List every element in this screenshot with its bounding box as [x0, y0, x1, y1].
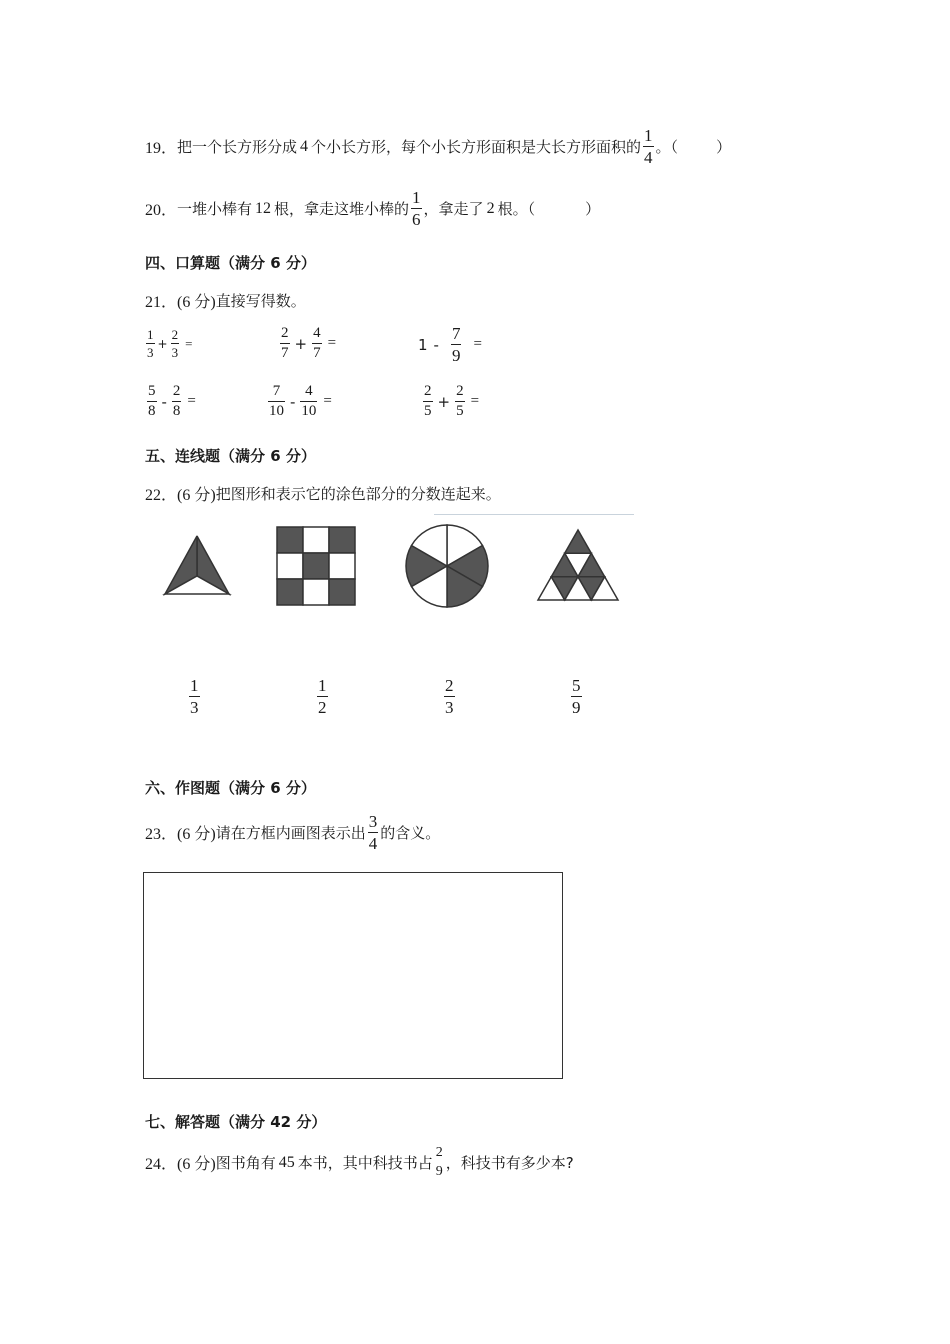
fraction: $\frac{7}{9}$ [451, 324, 461, 365]
operator: - [290, 392, 296, 411]
fraction: $\frac{4}{10}$ [301, 383, 317, 419]
fraction [643, 127, 654, 166]
operator: - [161, 392, 167, 411]
fraction: $\frac{7}{10}$ [269, 383, 284, 419]
equals-sign: = [473, 336, 482, 352]
number: 4 [300, 137, 309, 155]
grid-shape[interactable] [277, 527, 355, 605]
fraction: $\frac{2}{8}$ [172, 383, 181, 419]
fraction: $\frac{2}{7}$ [281, 325, 289, 361]
question-23 [145, 813, 440, 852]
calc-item [145, 384, 196, 419]
calc-item [278, 326, 336, 361]
drawing-box[interactable] [143, 872, 563, 1079]
question-text: 根。（ [497, 200, 536, 218]
operator: - [433, 335, 439, 354]
equals-sign: = [323, 393, 332, 409]
numerator: 1 [412, 188, 421, 207]
equals-sign: = [187, 393, 196, 409]
question-text: 图书角有 [215, 1154, 276, 1172]
section-heading: 六、作图题（满分 6 分） [145, 779, 316, 797]
number: 1 [418, 335, 428, 354]
paren-close: ） [585, 200, 601, 218]
number: 12 [255, 199, 272, 217]
question-19 [145, 127, 731, 166]
score: (6 分) [177, 826, 216, 843]
score: (6 分) [177, 294, 216, 311]
fraction: $\frac{1}{3}$ [147, 327, 154, 360]
shapes-figure [150, 520, 640, 620]
fraction: 2 9 [435, 1145, 443, 1179]
question-text: 个小长方形，每个小长方形面积是大长方形面积的 [311, 138, 642, 156]
calc-item [418, 325, 482, 364]
question-text: 根，拿走这堆小棒的 [274, 200, 410, 218]
score: (6 分) [177, 1156, 216, 1173]
question-number: 19． [145, 140, 178, 157]
operator: + [157, 336, 168, 351]
fraction: $\frac{2}{5}$ [424, 383, 432, 419]
denominator: 6 [412, 210, 421, 229]
section-heading: 五、连线题（满分 6 分） [145, 447, 316, 465]
question-text: 本书，其中科技书占 [297, 1154, 433, 1172]
operator: + [294, 334, 308, 353]
fraction: $\frac{4}{7}$ [313, 325, 321, 361]
fraction: $\frac{2}{3}$ [171, 327, 179, 360]
match-fraction[interactable]: $\frac{2}{3}$ [445, 676, 454, 717]
calc-item [144, 328, 192, 359]
calc-item [421, 384, 479, 419]
fraction: $\frac{2}{5}$ [456, 383, 464, 419]
question-number: 22． [145, 487, 178, 504]
fraction: $\frac{3}{4}$ [368, 812, 378, 853]
question-number: 20． [145, 202, 178, 219]
question-text: ，拿走了 [423, 200, 484, 218]
question-text: 的含义。 [380, 824, 441, 842]
question-22 [145, 482, 501, 505]
question-24 [145, 1146, 574, 1179]
divider-line [434, 514, 634, 515]
calc-item [266, 384, 332, 419]
triangle-shape[interactable] [165, 536, 229, 594]
number: 2 [486, 199, 495, 217]
question-text: 一堆小棒有 [177, 200, 253, 218]
question-text: ，科技书有多少本? [445, 1154, 574, 1172]
circle-shape[interactable] [406, 525, 488, 607]
operator: + [437, 392, 451, 411]
section-heading: 四、口算题（满分 6 分） [145, 254, 316, 272]
equals-sign: = [470, 393, 480, 409]
paren-close: ） [716, 138, 732, 156]
section-heading: 七、解答题（满分 42 分） [145, 1113, 327, 1131]
question-text: 请在方框内画图表示出 [215, 824, 366, 842]
question-20 [145, 189, 600, 228]
match-fraction[interactable]: $\frac{1}{2}$ [318, 676, 327, 717]
question-number: 23． [145, 826, 178, 843]
equals-sign: = [185, 335, 193, 351]
fraction: $\frac{5}{8}$ [148, 383, 156, 419]
question-text: 把一个长方形分成 [177, 138, 298, 156]
match-fraction[interactable]: $\frac{5}{9}$ [572, 676, 581, 717]
fraction [411, 189, 422, 228]
match-fraction[interactable]: $\frac{1}{3}$ [190, 676, 199, 717]
numerator: 1 [644, 126, 653, 145]
triangle-grid-shape[interactable] [538, 530, 618, 600]
question-number: 21． [145, 294, 178, 311]
denominator: 4 [644, 148, 653, 167]
question-text: 把图形和表示它的涂色部分的分数连起来。 [215, 485, 501, 503]
question-text: 。（ [655, 138, 679, 156]
question-text: 直接写得数。 [215, 292, 306, 310]
number: 45 [278, 1153, 295, 1171]
score: (6 分) [177, 487, 216, 504]
equals-sign: = [327, 335, 337, 351]
question-21 [145, 289, 306, 312]
question-number: 24． [145, 1156, 178, 1173]
